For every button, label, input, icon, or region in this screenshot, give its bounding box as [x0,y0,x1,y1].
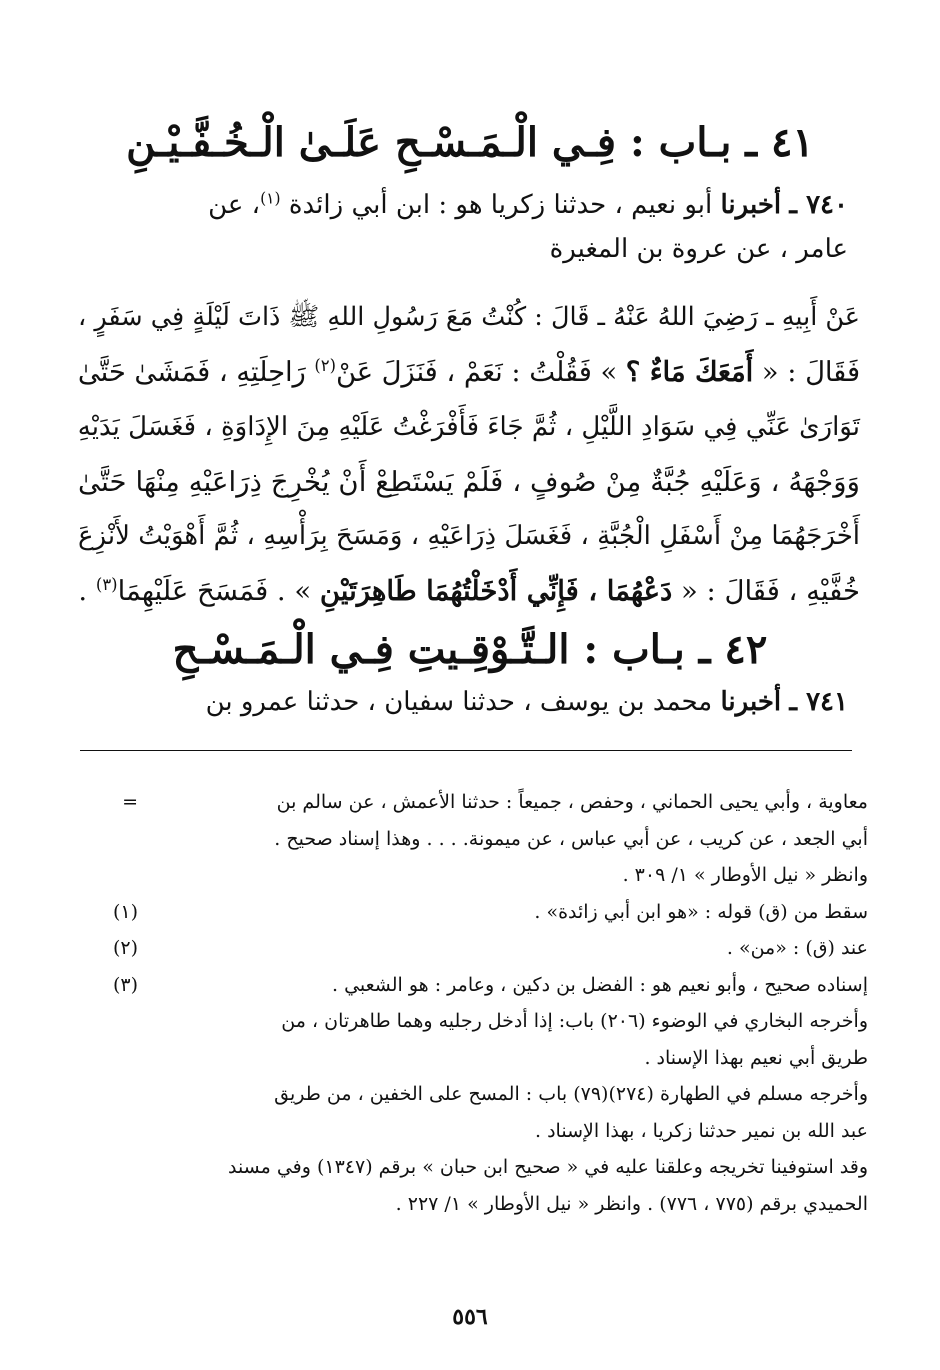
footnote-line: طريق أبي نعيم بهذا الإسناد . [644,1046,868,1069]
matn-text: . [78,575,88,607]
footnote-3 [80,967,868,1223]
footnote-line: أبي الجعد ، عن كريب ، عن أبي عباس ، عن ميمونة. . . . وهذا إسناد صحيح . [274,827,868,850]
footnote-line: وانظر « نيل الأوطار » ١/ ٣٠٩ . [622,864,868,886]
footnote-ref-2[interactable]: (٢) [314,355,336,375]
matn-line-2 [78,345,860,401]
isnad-text: أبو نعيم ، حدثنا زكريا هو : ابن أبي زائدة [288,190,713,220]
akhbarana-word: أخبرنا [720,687,782,717]
footnote-number: (٣) [112,973,138,996]
footnote-line: إسناده صحيح ، وأبو نعيم هو : الفضل بن دكين ، وعامر : هو الشعبي . [331,973,868,996]
footnote-body [138,894,868,931]
hadith-number: ٧٤٠ ـ [789,190,848,220]
footnote-line: الحميدي برقم (٧٧٥ ، ٧٧٦) . وانظر « نيل الأوطار » ١/ ٢٢٧ . [395,1192,868,1215]
matn-line-1: عَنْ أَبِيهِ ـ رَضِيَ اللهُ عَنْهُ ـ قَالَ : كُنْتُ مَعَ رَسُولِ اللهِ ﷺ ذَاتَ لَيْلَةٍ فِي سَفَرٍ ، [78,302,860,332]
footnote-line: سقط من (ق) قوله : «هو ابن أبي زائدة» . [534,900,868,923]
footnote-ref-1[interactable]: (١) [260,189,281,208]
chapter-heading-42: ٤٢ ـ بـاب : الـتَّـوْقِـيتِ فِـي الْـمَـسْـحِ [172,626,768,673]
isnad-line-1 [78,183,848,227]
matn-text: » فَقُلْتُ : نَعَمْ ، فَنَزَلَ عَنْ [335,356,618,388]
footnote-body [138,967,868,1223]
footnote-separator [80,750,852,751]
matn-line-6 [78,564,860,620]
chapter-heading-41: ٤١ ـ بـاب : فِـي الْـمَـسْـحِ عَلَـىٰ الْـخُـفَّـيْـنِ [126,119,814,166]
footnote-number: (٢) [112,937,138,959]
page-number: ٥٥٦ [452,1304,488,1330]
isnad-line-2: عامر ، عن عروة بن المغيرة [549,234,848,264]
hadith-740-isnad [78,183,848,271]
hadith-741-isnad [78,680,848,724]
footnote-body [138,930,868,967]
footnote-line: وأخرجه البخاري في الوضوء (٢٠٦) باب: إذا أدخل رجليه وهما طاهرتان ، من [281,1010,868,1032]
matn-line-3: تَوَارَىٰ عَنِّي فِي سَوَادِ اللَّيْلِ ، ثُمَّ جَاءَ فَأَفْرَغْتُ عَلَيْهِ مِنَ الإِدَاوَةِ ، فَغَسَلَ يَدَيْهِ [77,412,860,442]
footnote-line: وقد استوفينا تخريجه وعلقنا عليه في « صحيح ابن حبان » برقم (١٣٤٧) وفي مسند [227,1156,868,1178]
continuation-mark: = [122,791,138,813]
footnote-1 [80,894,868,931]
footnote-line: معاوية ، وأبي يحيى الحماني ، وحفص ، جميعاً : حدثنا الأعمش ، عن سالم بن [276,791,868,813]
footnotes [80,784,868,1222]
footnote-line: عبد الله بن نمير حدثنا زكريا ، بهذا الإسناد . [535,1119,868,1142]
hadith-number: ٧٤١ ـ [789,687,848,717]
matn-text: » . فَمَسَحَ عَلَيْهِمَا [117,575,312,607]
matn-text: خُفَّيْهِ ، فَقَالَ : « [681,575,860,607]
matn-text: فَقَالَ : « [761,356,860,388]
isnad-line-1 [78,680,848,724]
isnad-text: محمد بن يوسف ، حدثنا سفيان ، حدثنا عمرو بن [205,687,713,717]
footnote-number: (١) [112,900,138,923]
prophet-quote: أَمَعَكَ مَاءٌ ؟ [625,355,754,388]
footnote-2 [80,930,868,967]
matn-line-4: وَوَجْهَهُ ، وَعَلَيْهِ جُبَّةٌ مِنْ صُوفٍ ، فَلَمْ يَسْتَطِعْ أَنْ يُخْرِجَ ذِرَاعَيْهِ مِنْهَا حَتَّىٰ [78,464,860,498]
footnote-continuation [80,784,868,894]
footnote-ref-3[interactable]: (٣) [95,574,118,594]
matn-line-5: أَخْرَجَهُمَا مِنْ أَسْفَلِ الْجُبَّةِ ، فَغَسَلَ ذِرَاعَيْهِ ، وَمَسَحَ بِرَأْسِهِ ، ثُمَّ أَهْوَيْتُ لأَنْزِعَ [78,521,860,551]
isnad-text-end: ، عن [208,190,261,220]
prophet-quote: دَعْهُمَا ، فَإِنِّي أَدْخَلْتُهُمَا طَاهِرَتَيْنِ [319,574,673,607]
akhbarana-word: أخبرنا [720,190,782,220]
hadith-740-matn [78,290,860,619]
footnote-line: وأخرجه مسلم في الطهارة (٢٧٤)(٧٩) باب : المسح على الخفين ، من طريق [274,1083,868,1105]
footnote-body [138,784,868,894]
footnote-line: عند (ق) : «من» . [726,937,868,959]
matn-text: رَاحِلَتِهِ ، فَمَشَىٰ حَتَّىٰ [77,356,306,388]
